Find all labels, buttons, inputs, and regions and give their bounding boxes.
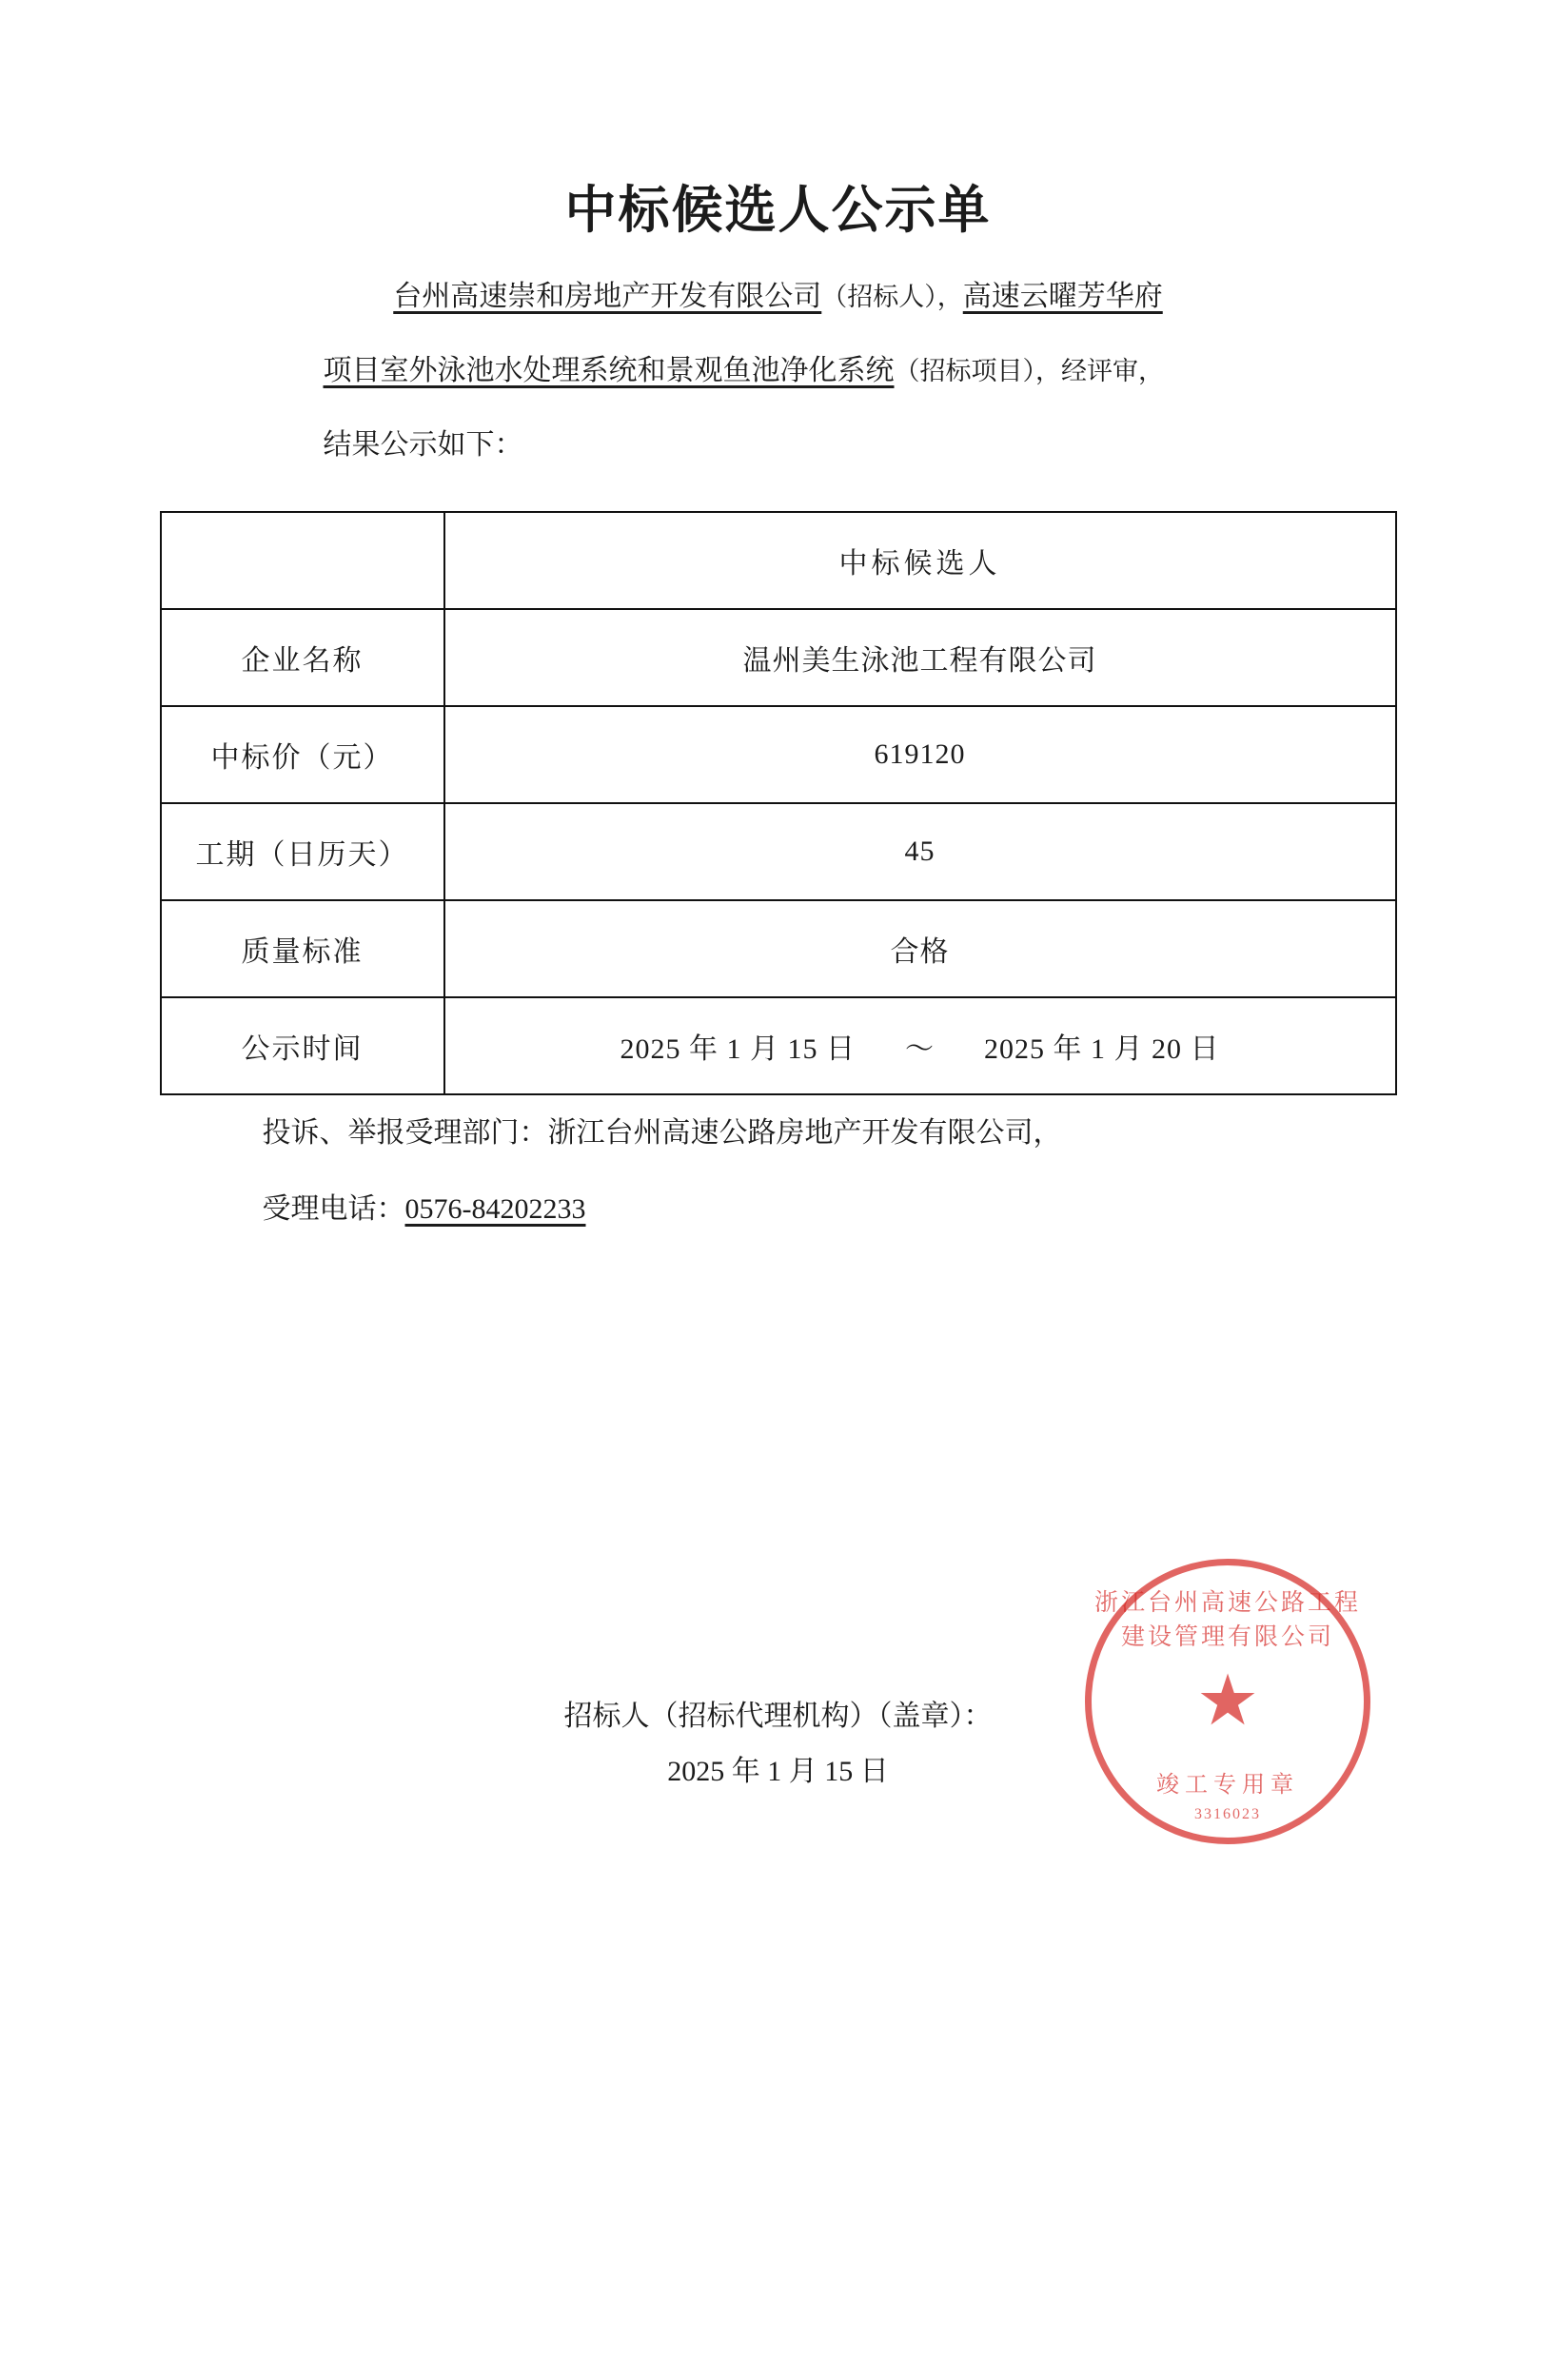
project-name-part-2: 项目室外泳池水处理系统和景观鱼池净化系统 xyxy=(323,355,895,386)
intro-line-2 xyxy=(217,334,1340,408)
row-label-price: 中标价（元） xyxy=(161,706,444,803)
row-value-price: 619120 xyxy=(444,706,1396,803)
publicity-start-date: 2025 年 1 月 15 日 xyxy=(620,1033,856,1065)
publicity-separator: ～ xyxy=(905,1033,935,1065)
complaint-department-line xyxy=(160,1095,1397,1171)
row-label-company: 企业名称 xyxy=(161,609,444,706)
row-value-publicity-period xyxy=(444,997,1396,1094)
intro-line-3: 结果公示如下： xyxy=(323,429,523,461)
intro-paragraph xyxy=(217,260,1340,482)
table-row xyxy=(161,609,1396,706)
table-row-header xyxy=(161,512,1396,609)
result-table xyxy=(160,511,1397,1095)
table-row xyxy=(161,900,1396,997)
project-suffix: （招标项目），经评审， xyxy=(894,357,1164,385)
table-header-label xyxy=(161,512,444,609)
tenderer-suffix: （招标人）， xyxy=(821,283,963,311)
complaint-department-label: 投诉、举报受理部门： xyxy=(262,1117,548,1149)
row-label-quality: 质量标准 xyxy=(161,900,444,997)
table-row xyxy=(161,997,1396,1094)
project-name-part-1: 高速云曜芳华府 xyxy=(962,281,1163,312)
document-page xyxy=(0,169,1556,2380)
publicity-end-date: 2025 年 1 月 20 日 xyxy=(984,1033,1220,1065)
phone-line xyxy=(160,1171,1397,1248)
star-icon: ★ xyxy=(1195,1662,1260,1741)
table-row xyxy=(161,803,1396,900)
row-value-duration: 45 xyxy=(444,803,1396,900)
seal-top-text: 浙江台州高速公路工程建设管理有限公司 xyxy=(1093,1590,1361,1650)
row-value-company: 温州美生泳池工程有限公司 xyxy=(444,609,1396,706)
table-header-value: 中标候选人 xyxy=(444,512,1396,609)
tenderer-name: 台州高速崇和房地产开发有限公司 xyxy=(393,281,822,312)
row-value-quality: 合格 xyxy=(444,900,1396,997)
signature-block xyxy=(0,1692,1556,1797)
seal-code-text: 3316023 xyxy=(1194,1806,1261,1822)
row-label-duration: 工期（日历天） xyxy=(161,803,444,900)
footer-contact-block xyxy=(160,1095,1397,1248)
signature-date: 2025 年 1 月 15 日 xyxy=(667,1756,889,1787)
phone-label: 受理电话： xyxy=(262,1193,405,1225)
signature-line: 招标人（招标代理机构）（盖章）： xyxy=(563,1701,993,1732)
table-row xyxy=(161,706,1396,803)
phone-value: 0576-84202233 xyxy=(404,1193,586,1225)
seal-bottom-text: 竣工专用章 xyxy=(1156,1773,1299,1798)
row-label-publicity-period: 公示时间 xyxy=(161,997,444,1094)
intro-line-1 xyxy=(217,260,1340,334)
page-title: 中标候选人公示单 xyxy=(564,182,992,239)
complaint-department-value: 浙江台州高速公路房地产开发有限公司， xyxy=(547,1117,1062,1149)
